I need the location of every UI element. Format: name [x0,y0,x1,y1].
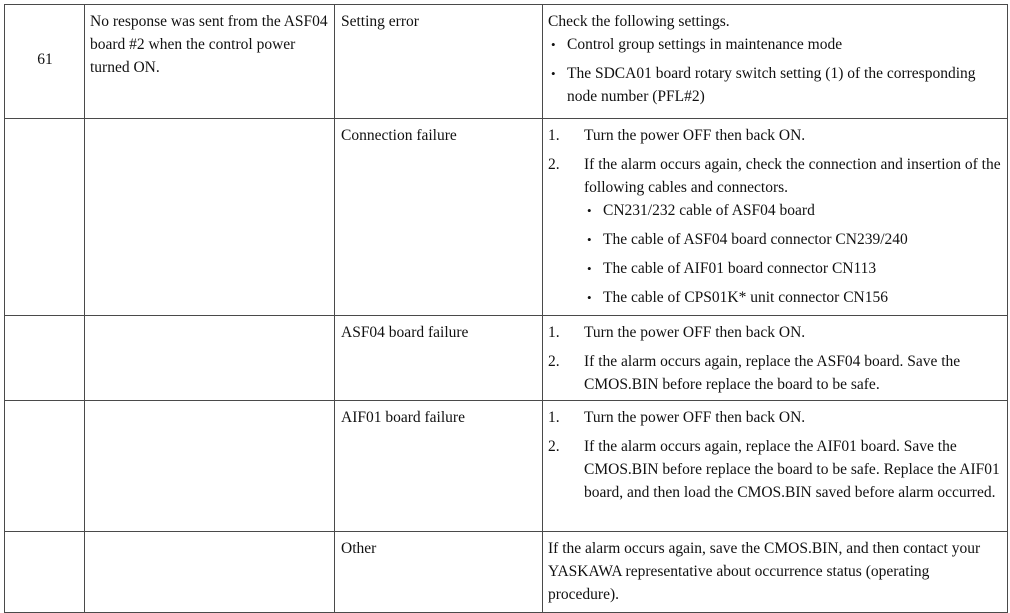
remedy-intro: Check the following settings. [548,13,730,30]
table-row [5,316,1008,401]
empty-cell [5,119,85,316]
alarm-number-cell [5,5,85,119]
alarm-number: 61 [37,51,53,68]
empty-cell [85,316,335,401]
remedy-cell [543,401,1008,532]
step-number: 1. [548,324,560,341]
step-number: 2. [548,353,560,370]
step-text: Turn the power OFF then back ON. [584,127,806,144]
bullet-item: • The cable of CPS01K* unit connector CN156 [584,286,1003,309]
cause-label: ASF04 board failure [341,324,469,341]
alarm-description-cell [85,5,335,119]
remedy-text: If the alarm occurs again, save the CMOS.BIN, and then contact your YASKAWA representative about occurrence status (operating procedure). [548,540,981,603]
step-number: 2. [548,438,560,455]
cause-label: Setting error [341,13,419,30]
step-text: If the alarm occurs again, check the connection and insertion of the following cables and connectors. [584,156,1001,196]
cause-cell [335,532,543,613]
cause-cell [335,401,543,532]
remedy-cell [543,316,1008,401]
step-text: If the alarm occurs again, replace the AIF01 board. Save the CMOS.BIN before replace the board to be safe. Replace the AIF01 board, and then load the CMOS.BIN saved before alarm occurred. [584,438,1000,501]
step-number: 1. [548,127,560,144]
bullet-item: • CN231/232 cable of ASF04 board [584,199,1003,222]
empty-cell [5,316,85,401]
empty-cell [5,401,85,532]
empty-cell [85,119,335,316]
bullet-item: • Control group settings in maintenance mode [548,33,1003,56]
bullet-item: • The cable of ASF04 board connector CN239/240 [584,228,1003,251]
step-item [548,435,1003,504]
step-text: If the alarm occurs again, replace the ASF04 board. Save the CMOS.BIN before replace the board to be safe. [584,353,961,393]
bullet-item: • The SDCA01 board rotary switch setting (1) of the corresponding node number (PFL#2) [548,62,1003,108]
table-row [5,5,1008,119]
step-text: Turn the power OFF then back ON. [584,409,806,426]
step-item [548,124,1003,147]
table-row [5,401,1008,532]
step-number: 2. [548,156,560,173]
bullet-list [584,199,1003,309]
cause-label: Connection failure [341,127,457,144]
step-item [548,153,1003,309]
step-item [548,350,1003,396]
bullet-item: • The cable of AIF01 board connector CN113 [584,257,1003,280]
bullet-list [548,33,1003,108]
empty-cell [5,532,85,613]
cause-cell [335,119,543,316]
step-list [548,321,1003,396]
empty-cell [85,532,335,613]
step-number: 1. [548,409,560,426]
empty-cell [85,401,335,532]
table-row [5,532,1008,613]
step-list [548,124,1003,309]
step-list [548,406,1003,504]
step-item [548,406,1003,429]
remedy-cell [543,532,1008,613]
table-row [5,119,1008,316]
cause-cell [335,5,543,119]
cause-cell [335,316,543,401]
alarm-table [4,4,1008,613]
cause-label: AIF01 board failure [341,409,465,426]
cause-label: Other [341,540,377,557]
remedy-cell [543,119,1008,316]
step-text: Turn the power OFF then back ON. [584,324,806,341]
step-item [548,321,1003,344]
remedy-cell [543,5,1008,119]
alarm-description: No response was sent from the ASF04 board #2 when the control power turned ON. [90,13,328,76]
